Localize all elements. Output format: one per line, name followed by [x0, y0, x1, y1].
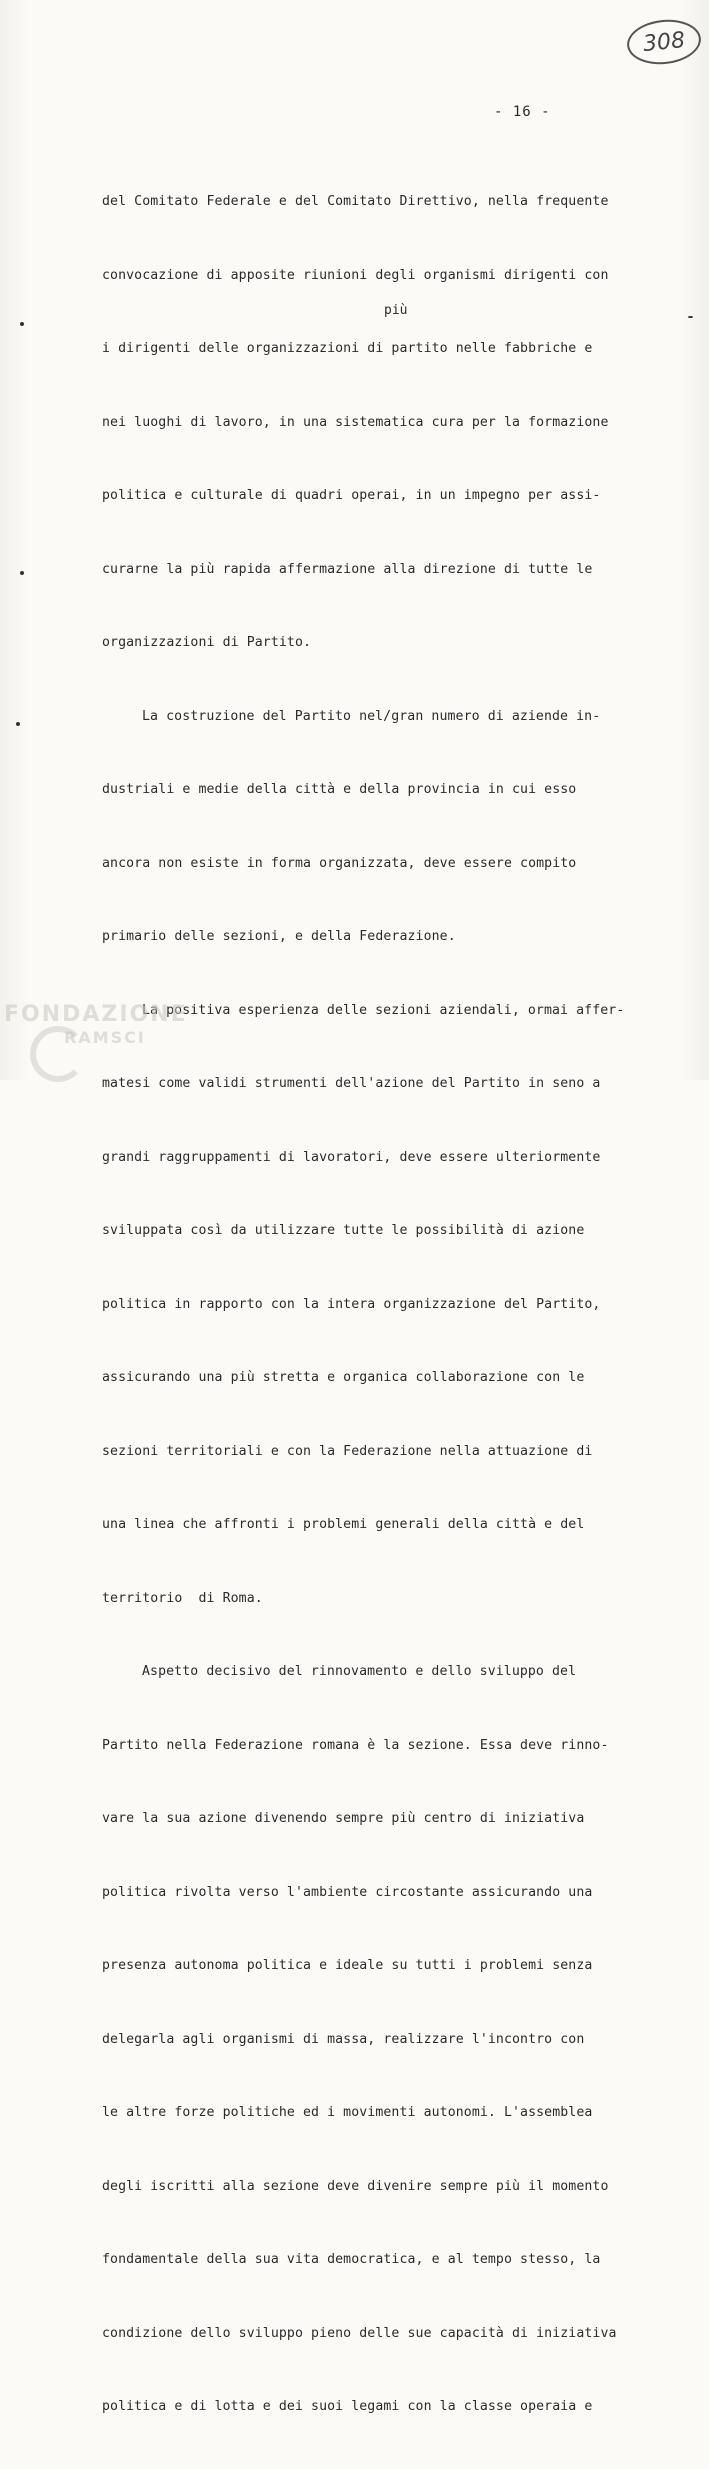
- page-number: - 16 -: [494, 104, 551, 120]
- text-line: convocazione di apposite riunioni degli organismi dirigenti con: [102, 267, 609, 283]
- text-line: sviluppata così da utilizzare tutte le possibilità di azione: [102, 1223, 585, 1238]
- text-line: La positiva esperienza delle sezioni aziendali, ormai affer-: [142, 1002, 625, 1018]
- text-line: condizione dello sviluppo pieno delle sue capacità di iniziativa: [102, 2325, 617, 2341]
- margin-dash: [688, 316, 693, 318]
- text-line: politica e di lotta e dei suoi legami con la classe operaia e: [102, 2399, 593, 2414]
- text-line: sezioni territoriali e con la Federazione nella attuazione di: [102, 1443, 593, 1459]
- margin-dot: [20, 322, 24, 326]
- text-line: fondamentale della sua vita democratica, e al tempo stesso, la: [102, 2252, 601, 2267]
- text-line: politica e culturale di quadri operai, in un impegno per assi-: [102, 488, 601, 503]
- stamp-number: 308: [641, 27, 687, 57]
- text-line: dustriali e medie della città e della provincia in cui esso: [102, 782, 577, 797]
- fondazione-gramsci-watermark: [4, 1004, 188, 1046]
- text-line: organizzazioni di Partito.: [102, 635, 312, 650]
- watermark-line-2: RAMSCI: [64, 1028, 146, 1047]
- handwritten-insertion: più: [384, 303, 408, 318]
- text-line: ancora non esiste in forma organizzata, deve essere compito: [102, 855, 577, 871]
- text-line: del Comitato Federale e del Comitato Direttivo, nella frequente: [102, 194, 609, 209]
- text-line: politica rivolta verso l'ambiente circostante assicurando una: [102, 1884, 593, 1900]
- text-line: le altre forze politiche ed i movimenti autonomi. L'assemblea: [102, 2105, 593, 2120]
- text-line: assicurando una più stretta e organica collaborazione con le: [102, 1370, 585, 1385]
- body-text: [102, 141, 662, 2469]
- text-line: i dirigenti delle organizzazioni di partito nelle fabbriche e: [102, 341, 593, 356]
- text-line: nei luoghi di lavoro, in una sistematica cura per la formazione: [102, 414, 609, 430]
- text-line: vare la sua azione divenendo sempre più centro di iniziativa: [102, 1811, 585, 1826]
- text-line: delegarla agli organismi di massa, realizzare l'incontro con: [102, 2031, 585, 2047]
- text-line: Aspetto decisivo del rinnovamento e dello sviluppo del: [142, 1664, 577, 1679]
- text-line: degli iscritti alla sezione deve divenire sempre più il momento: [102, 2178, 609, 2194]
- text-line: curarne la più rapida affermazione alla direzione di tutte le: [102, 561, 593, 577]
- watermark-line-1: FONDAZIONE: [4, 1002, 188, 1027]
- text-line: La costruzione del Partito nel/gran numero di aziende in-: [142, 708, 601, 724]
- margin-dot: [16, 722, 20, 726]
- text-line: matesi come validi strumenti dell'azione del Partito in seno a: [102, 1076, 601, 1091]
- text-line: grandi raggruppamenti di lavoratori, deve essere ulteriormente: [102, 1149, 601, 1165]
- text-line: una linea che affronti i problemi generali della città e del: [102, 1517, 585, 1532]
- text-line: primario delle sezioni, e della Federazione.: [102, 929, 456, 944]
- text-line: presenza autonoma politica e ideale su tutti i problemi senza: [102, 1958, 593, 1973]
- text-line: Partito nella Federazione romana è la sezione. Essa deve rinno-: [102, 1737, 609, 1753]
- text-line: politica in rapporto con la intera organizzazione del Partito,: [102, 1296, 601, 1312]
- margin-dot: [20, 571, 24, 575]
- archive-stamp: [625, 16, 703, 67]
- text-line: territorio di Roma.: [102, 1590, 263, 1606]
